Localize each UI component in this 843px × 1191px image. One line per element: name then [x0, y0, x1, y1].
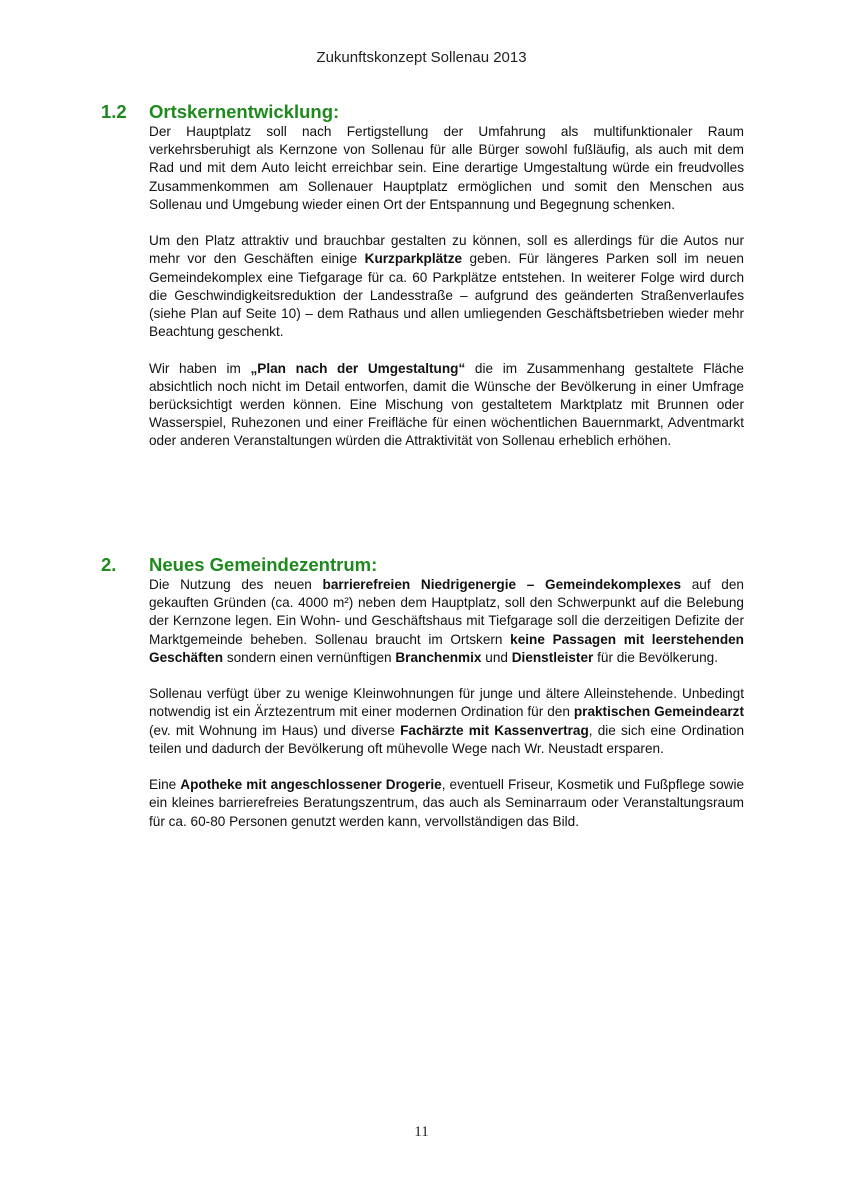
paragraph — [149, 685, 744, 758]
section-body — [149, 123, 744, 451]
page-number: 11 — [414, 1124, 429, 1140]
text-run: Wir haben im — [149, 360, 251, 376]
text-run: , eventuell Friseur, Kosmetik und Fußpflege sowie ein kleines barrierefreies Beratungszentrum, das auch als Seminarraum oder Veranstaltungsraum für ca. 60-80 Personen genutzt werden kann, vervollständigen das Bild. — [149, 777, 745, 829]
section-title: Neues Gemeindezentrum: — [149, 554, 378, 575]
text-run: sondern einen vernünftigen — [223, 649, 396, 665]
section-body — [149, 576, 744, 831]
text-run: geben. Für längeres Parken soll im neuen Gemeindekomplex eine Tiefgarage für ca. 60 Parkplätze entstehen. In weiterer Folge wird durch die Geschwindigkeitsreduktion der Landesstraße – aufgrund des geänderten Straßenverlaufes (siehe Plan auf Seite 10) – dem Rathaus und allen umliegenden Geschäftsbetrieben wieder mehr Beachtung geschenkt. — [149, 251, 744, 340]
section-number: 2. — [101, 554, 117, 575]
section-number: 1.2 — [101, 101, 127, 122]
text-run: die im Zusammenhang gestaltete Fläche absichtlich noch nicht im Detail entworfen, damit die Wünsche der Bevölkerung in einer Umfrage berücksichtigt werden können. Eine Mischung von gestaltetem Marktplatz mit Brunnen oder Wasserspiel, Ruhezonen und einer Freifläche für einen wöchentlichen Bauernmarkt, Adventmarkt oder anderen Veranstaltungen würden die Attraktivität von Sollenau erheblich erhöhen. — [149, 360, 744, 449]
paragraph — [149, 123, 744, 214]
emphasis-fachaerzte: Fachärzte mit Kassenvertrag — [400, 722, 589, 738]
paragraph — [149, 576, 744, 667]
paragraph — [149, 232, 744, 341]
text-run: , die sich eine Ordination teilen und dadurch der Bevölkerung oft mühevolle Wege nach Wr. Neustadt ersparen. — [149, 722, 744, 756]
paragraph — [149, 776, 744, 831]
page-header: Zukunftskonzept Sollenau 2013 — [316, 49, 527, 66]
emphasis-passagen: keine Passagen mit leerstehenden Geschäften — [149, 631, 744, 665]
emphasis-dienstleister: Dienstleister — [511, 649, 594, 665]
text-run: und — [481, 649, 512, 665]
text-run: auf den gekauften Gründen (ca. 4000 m²) neben dem Hauptplatz, soll den Schwerpunkt auf die Belebung der Kernzone legen. Ein Wohn- und Geschäftshaus mit Tiefgarage soll die derzeitigen Defizite der Marktgemeinde beheben. Sollenau braucht im Ortskern — [149, 577, 744, 647]
text-run: Der Hauptplatz soll nach Fertigstellung der Umfahrung als multifunktionaler Raum verkehrsberuhigt als Kernzone von Sollenau für alle Bürger sowohl fußläufig, als auch mit dem Rad und mit dem Auto leicht erreichbar sein. Eine derartige Umgestaltung würde ein freudvolles Zusammenkommen am Sollenauer Hauptplatz ermöglichen und somit den Menschen aus Sollenau und Umgebung wieder einen Ort der Entspannung und Begegnung schenken. — [149, 124, 744, 212]
emphasis-apotheke: Apotheke mit angeschlossener Drogerie — [180, 777, 442, 793]
text-run: (ev. mit Wohnung im Haus) und diverse — [149, 722, 401, 738]
text-run: Eine — [149, 777, 181, 793]
section-ortskernentwicklung — [101, 101, 746, 469]
emphasis-plan-reference: „Plan nach der Umgestaltung“ — [250, 360, 466, 376]
text-run: Sollenau verfügt über zu wenige Kleinwohnungen für junge und ältere Alleinstehende. Unbedingt notwendig ist ein Ärztezentrum mit einer modernen Ordination für den — [149, 686, 744, 720]
section-heading — [101, 554, 746, 576]
section-gemeindezentrum — [101, 554, 746, 849]
text-run: für die Bevölkerung. — [593, 649, 719, 665]
section-heading — [101, 101, 746, 123]
paragraph — [149, 360, 744, 451]
emphasis-branchenmix: Branchenmix — [395, 649, 482, 665]
emphasis-gemeindearzt: praktischen Gemeindearzt — [573, 704, 744, 720]
text-run: Um den Platz attraktiv und brauchbar gestalten zu können, soll es allerdings für die Autos nur mehr vor den Geschäften einige — [149, 233, 744, 267]
text-run: Die Nutzung des neuen — [149, 577, 323, 592]
emphasis-gemeindekomplex: barrierefreien Niedrigenergie – Gemeindekomplexes — [322, 577, 682, 592]
section-title: Ortskernentwicklung: — [149, 101, 340, 122]
emphasis-kurzparkplaetze: Kurzparkplätze — [364, 251, 463, 267]
